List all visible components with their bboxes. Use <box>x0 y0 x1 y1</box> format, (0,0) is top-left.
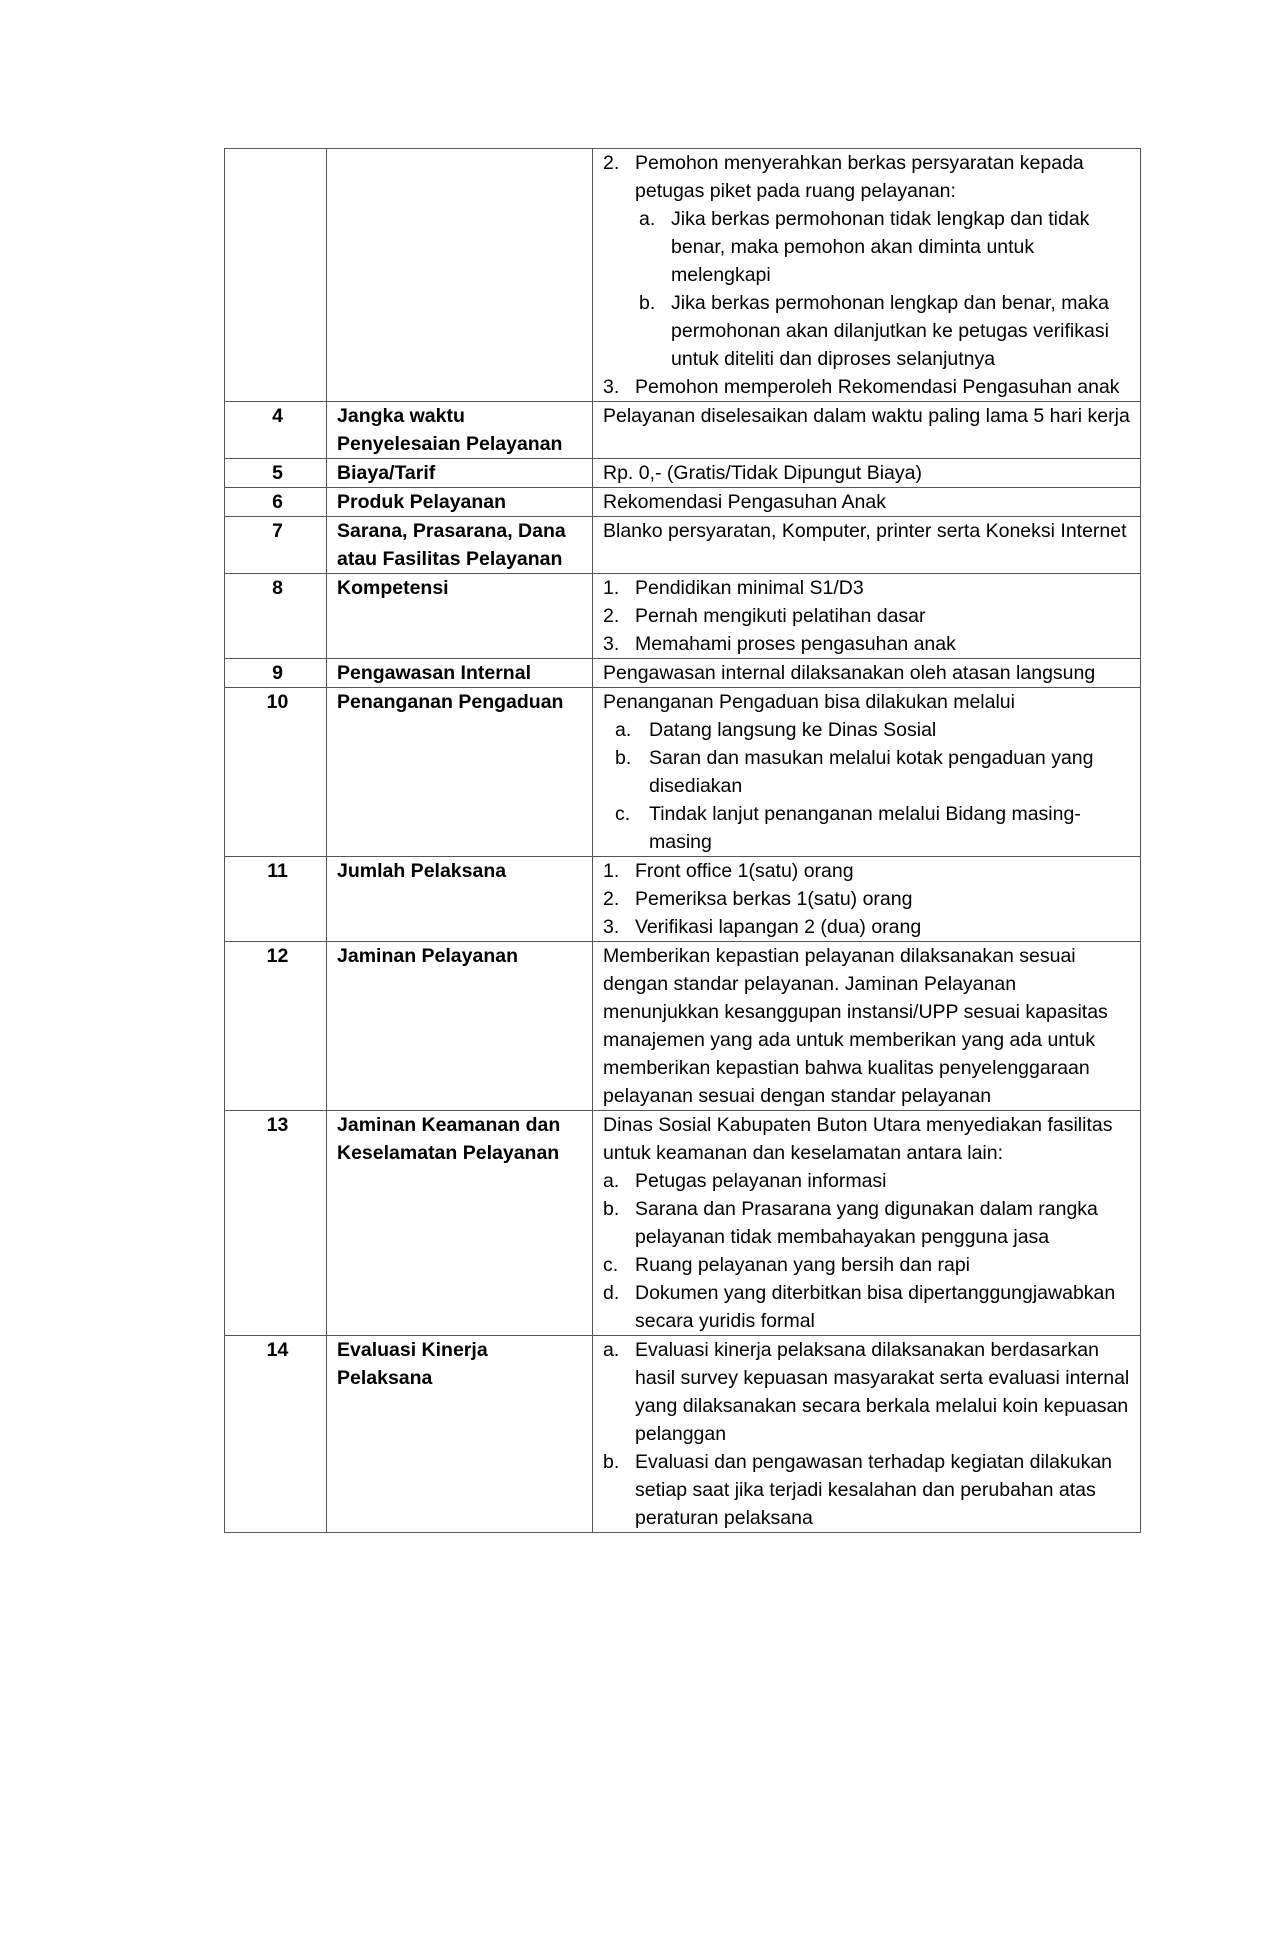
list-item: b. Jika berkas permohonan lengkap dan benar, maka permohonan akan dilanjutkan ke petugas verifikasi untuk diteliti dan diproses selanjutnya <box>639 292 1109 370</box>
table-row-11 <box>225 857 1141 942</box>
description-text: Pengawasan internal dilaksanakan oleh atasan langsung <box>593 659 1141 688</box>
table-row-10 <box>225 688 1141 857</box>
description-cell <box>593 1336 1141 1533</box>
list-item: a. Evaluasi kinerja pelaksana dilaksanakan berdasarkan hasil survey kepuasan masyarakat serta evaluasi internal yang dilaksanakan secara berkala melalui koin kepuasan pelanggan <box>603 1339 1130 1445</box>
component-label: Jangka waktu Penyelesaian Pelayanan <box>327 402 593 459</box>
component-label: Produk Pelayanan <box>327 488 593 517</box>
list-item: 1. Pendidikan minimal S1/D3 <box>603 577 864 599</box>
list-item: 2. Pemeriksa berkas 1(satu) orang <box>603 888 913 910</box>
description-cell <box>593 1111 1141 1336</box>
list-item: c. Ruang pelayanan yang bersih dan rapi <box>603 1254 970 1276</box>
row-number: 5 <box>225 459 327 488</box>
table-row-4 <box>225 402 1141 459</box>
row-number: 9 <box>225 659 327 688</box>
component-cell <box>327 149 593 402</box>
description-cell <box>593 149 1141 402</box>
table-row-9 <box>225 659 1141 688</box>
table-row-12 <box>225 942 1141 1111</box>
component-label: Biaya/Tarif <box>327 459 593 488</box>
row-number: 14 <box>225 1336 327 1533</box>
component-label: Penanganan Pengaduan <box>327 688 593 857</box>
list-item: 1. Front office 1(satu) orang <box>603 860 854 882</box>
component-label: Jaminan Pelayanan <box>327 942 593 1111</box>
component-label: Evaluasi Kinerja Pelaksana <box>327 1336 593 1533</box>
description-cell <box>593 688 1141 857</box>
description-cell <box>593 857 1141 942</box>
list-item: b. Evaluasi dan pengawasan terhadap kegiatan dilakukan setiap saat jika terjadi kesalahan dan perubahan atas peraturan pelaksana <box>603 1451 1113 1529</box>
list-item: 2. Pemohon menyerahkan berkas persyaratan kepada petugas piket pada ruang pelayanan: <box>603 152 1084 202</box>
row-number: 11 <box>225 857 327 942</box>
list-item: b. Sarana dan Prasarana yang digunakan dalam rangka pelayanan tidak membahayakan pengguna jasa <box>603 1198 1098 1248</box>
description-intro: Penanganan Pengaduan bisa dilakukan melalui <box>603 691 1015 713</box>
table-row-6 <box>225 488 1141 517</box>
description-text: Blanko persyaratan, Komputer, printer serta Koneksi Internet <box>593 517 1141 574</box>
component-label: Jumlah Pelaksana <box>327 857 593 942</box>
description-cell <box>593 574 1141 659</box>
description-intro: Dinas Sosial Kabupaten Buton Utara menyediakan fasilitas untuk keamanan dan keselamatan antara lain: <box>603 1114 1113 1164</box>
table-row-7 <box>225 517 1141 574</box>
row-number: 4 <box>225 402 327 459</box>
list-item: 3. Pemohon memperoleh Rekomendasi Pengasuhan anak <box>603 376 1120 398</box>
description-text: Rp. 0,- (Gratis/Tidak Dipungut Biaya) <box>593 459 1141 488</box>
row-number: 13 <box>225 1111 327 1336</box>
table-row-8 <box>225 574 1141 659</box>
row-number-cell <box>225 149 327 402</box>
list-item: 2. Pernah mengikuti pelatihan dasar <box>603 605 926 627</box>
list-item: a. Petugas pelayanan informasi <box>603 1170 887 1192</box>
table-row-13 <box>225 1111 1141 1336</box>
component-label: Pengawasan Internal <box>327 659 593 688</box>
description-text: Memberikan kepastian pelayanan dilaksanakan sesuai dengan standar pelayanan. Jaminan Pelayanan menunjukkan kesanggupan instansi/UPP sesuai kapasitas manajemen yang ada untuk memberikan yang ada untuk memberikan kepastian bahwa kualitas penyelenggaraan pelayanan sesuai dengan standar pelayanan <box>593 942 1141 1111</box>
list-item: c. Tindak lanjut penanganan melalui Bidang masing-masing <box>615 803 1081 853</box>
row-number: 6 <box>225 488 327 517</box>
list-item: 3. Memahami proses pengasuhan anak <box>603 633 956 655</box>
list-item: b. Saran dan masukan melalui kotak pengaduan yang disediakan <box>615 747 1094 797</box>
component-label: Jaminan Keamanan dan Keselamatan Pelayanan <box>327 1111 593 1336</box>
row-number: 12 <box>225 942 327 1111</box>
row-number: 7 <box>225 517 327 574</box>
component-label: Kompetensi <box>327 574 593 659</box>
list-item: 3. Verifikasi lapangan 2 (dua) orang <box>603 916 922 938</box>
row-number: 8 <box>225 574 327 659</box>
service-standard-table <box>224 148 1141 1533</box>
table-row-5 <box>225 459 1141 488</box>
table-row-continuation <box>225 149 1141 402</box>
row-number: 10 <box>225 688 327 857</box>
list-item: a. Jika berkas permohonan tidak lengkap dan tidak benar, maka pemohon akan diminta untuk melengkapi <box>639 208 1090 286</box>
table-row-14 <box>225 1336 1141 1533</box>
list-item: a. Datang langsung ke Dinas Sosial <box>615 719 937 741</box>
list-item: d. Dokumen yang diterbitkan bisa dipertanggungjawabkan secara yuridis formal <box>603 1282 1116 1332</box>
description-text: Rekomendasi Pengasuhan Anak <box>593 488 1141 517</box>
description-text: Pelayanan diselesaikan dalam waktu paling lama 5 hari kerja <box>593 402 1141 459</box>
component-label: Sarana, Prasarana, Dana atau Fasilitas Pelayanan <box>327 517 593 574</box>
